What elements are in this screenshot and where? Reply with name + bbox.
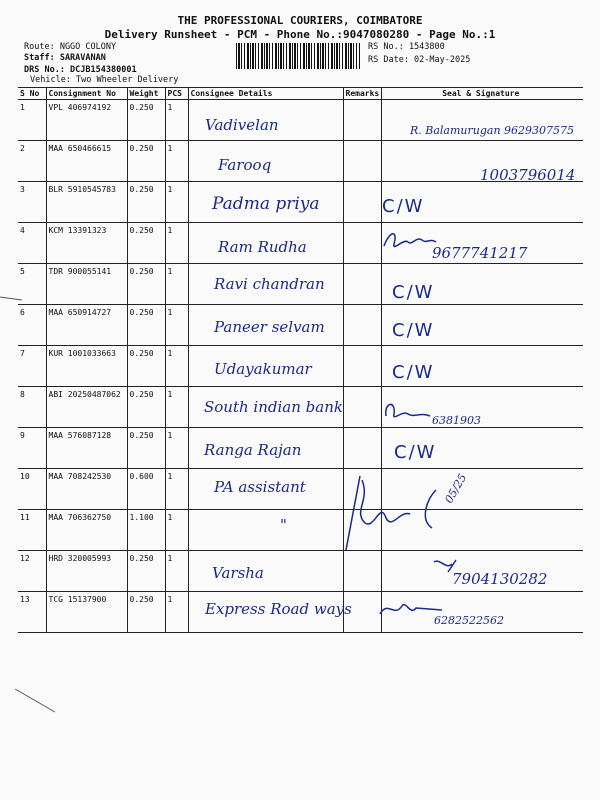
remarks-cell [343, 223, 382, 264]
handwritten-consignee: Udayakumar [214, 360, 312, 378]
handwritten-signature: C/W [392, 320, 435, 341]
cell-weight: 0.250 [127, 387, 165, 428]
cell-sno: 11 [18, 510, 46, 551]
cell-consignment: VPL 406974192 [46, 100, 127, 141]
handwritten-signature: 05/25 [442, 471, 470, 506]
cell-sno: 12 [18, 551, 46, 592]
column-header: Consignee Details [188, 88, 343, 100]
cell-pcs: 1 [165, 510, 188, 551]
handwritten-signature: 6282522562 [434, 614, 504, 627]
scan-artifact [15, 689, 55, 713]
remarks-cell [343, 305, 382, 346]
cell-sno: 10 [18, 469, 46, 510]
handwritten-consignee: Ranga Rajan [204, 441, 302, 459]
cell-consignment: KUR 1001033663 [46, 346, 127, 387]
handwritten-consignee: Ravi chandran [214, 275, 325, 293]
cell-consignment: MAA 706362750 [46, 510, 127, 551]
remarks-cell [343, 387, 382, 428]
cell-weight: 0.250 [127, 428, 165, 469]
cell-consignment: ABI 20250487062 [46, 387, 127, 428]
cell-weight: 0.250 [127, 592, 165, 633]
remarks-cell [343, 264, 382, 305]
cell-weight: 0.250 [127, 100, 165, 141]
column-header: Weight [127, 88, 165, 100]
signature-scribble [380, 396, 440, 426]
handwritten-consignee: Ram Rudha [218, 238, 307, 256]
cell-consignment: MAA 650466615 [46, 141, 127, 182]
staff-label: Staff: SARAVANAN [24, 53, 106, 63]
cell-consignment: TCG 15137900 [46, 592, 127, 633]
cell-pcs: 1 [165, 182, 188, 223]
remarks-cell [343, 346, 382, 387]
runsheet-subtitle: Delivery Runsheet - PCM - Phone No.:9047080280 - Page No.:1 [104, 28, 496, 41]
cell-weight: 0.250 [127, 223, 165, 264]
cell-pcs: 1 [165, 469, 188, 510]
cell-pcs: 1 [165, 141, 188, 182]
company-title: THE PROFESSIONAL COURIERS, COIMBATORE [177, 14, 423, 27]
column-header: S No [18, 88, 46, 100]
cell-consignment: MAA 576087128 [46, 428, 127, 469]
signature-scribble [340, 470, 450, 560]
route-label: Route: NGGO COLONY [24, 42, 117, 52]
cell-sno: 8 [18, 387, 46, 428]
signature-scribble [380, 228, 440, 258]
cell-pcs: 1 [165, 592, 188, 633]
cell-sno: 6 [18, 305, 46, 346]
cell-pcs: 1 [165, 305, 188, 346]
cell-weight: 0.250 [127, 551, 165, 592]
cell-sno: 2 [18, 141, 46, 182]
signature-scribble [430, 556, 470, 576]
cell-pcs: 1 [165, 223, 188, 264]
column-header: Remarks [343, 88, 382, 100]
cell-consignment: HRD 320005993 [46, 551, 127, 592]
handwritten-consignee: " [280, 516, 287, 534]
handwritten-consignee: South indian bank [204, 398, 343, 416]
rs-number: RS No.: 1543800 [368, 42, 445, 52]
cell-consignment: KCM 13391323 [46, 223, 127, 264]
cell-pcs: 1 [165, 100, 188, 141]
table-row [18, 510, 583, 551]
cell-sno: 3 [18, 182, 46, 223]
handwritten-consignee: Paneer selvam [214, 318, 325, 336]
cell-sno: 9 [18, 428, 46, 469]
cell-sno: 1 [18, 100, 46, 141]
cell-pcs: 1 [165, 264, 188, 305]
handwritten-signature: 6381903 [432, 414, 481, 427]
vehicle-label: Vehicle: Two Wheeler Delivery [30, 75, 179, 85]
table-header-row [18, 88, 583, 100]
cell-pcs: 1 [165, 428, 188, 469]
cell-weight: 0.600 [127, 469, 165, 510]
cell-pcs: 1 [165, 551, 188, 592]
rs-date: RS Date: 02-May-2025 [368, 55, 471, 65]
drs-label: DRS No.: DCJB154380001 [24, 65, 137, 75]
remarks-cell [343, 100, 382, 141]
column-header: Consignment No [46, 88, 127, 100]
handwritten-signature: C/W [392, 362, 435, 383]
handwritten-signature: R. Balamurugan 9629307575 [410, 124, 575, 137]
handwritten-signature: 1003796014 [480, 166, 576, 184]
handwritten-signature: 7904130282 [452, 570, 548, 588]
cell-consignment: MAA 650914727 [46, 305, 127, 346]
remarks-cell [343, 182, 382, 223]
cell-consignment: MAA 708242530 [46, 469, 127, 510]
handwritten-consignee: Express Road ways [205, 600, 352, 618]
signature-scribble [376, 596, 446, 622]
handwritten-signature: C/W [382, 196, 425, 217]
handwritten-signature: C/W [392, 282, 435, 303]
handwritten-consignee: Farooq [218, 156, 272, 174]
remarks-cell [343, 428, 382, 469]
barcode-image [236, 43, 360, 69]
remarks-cell [343, 141, 382, 182]
consignee-cell [188, 510, 343, 551]
cell-consignment: TDR 900055141 [46, 264, 127, 305]
cell-consignment: BLR 5910545783 [46, 182, 127, 223]
cell-sno: 13 [18, 592, 46, 633]
cell-weight: 0.250 [127, 346, 165, 387]
cell-weight: 0.250 [127, 264, 165, 305]
cell-pcs: 1 [165, 346, 188, 387]
column-header: Seal & Signature [382, 88, 583, 100]
handwritten-consignee: Varsha [212, 564, 264, 582]
cell-weight: 1.100 [127, 510, 165, 551]
column-header: PCS [165, 88, 188, 100]
handwritten-consignee: PA assistant [214, 478, 306, 496]
cell-sno: 4 [18, 223, 46, 264]
cell-weight: 0.250 [127, 305, 165, 346]
handwritten-consignee: Padma priya [212, 194, 320, 214]
cell-weight: 0.250 [127, 141, 165, 182]
cell-weight: 0.250 [127, 182, 165, 223]
handwritten-signature: 9677741217 [432, 244, 528, 262]
handwritten-consignee: Vadivelan [205, 116, 279, 134]
cell-sno: 7 [18, 346, 46, 387]
cell-pcs: 1 [165, 387, 188, 428]
handwritten-signature: C/W [394, 442, 437, 463]
cell-sno: 5 [18, 264, 46, 305]
